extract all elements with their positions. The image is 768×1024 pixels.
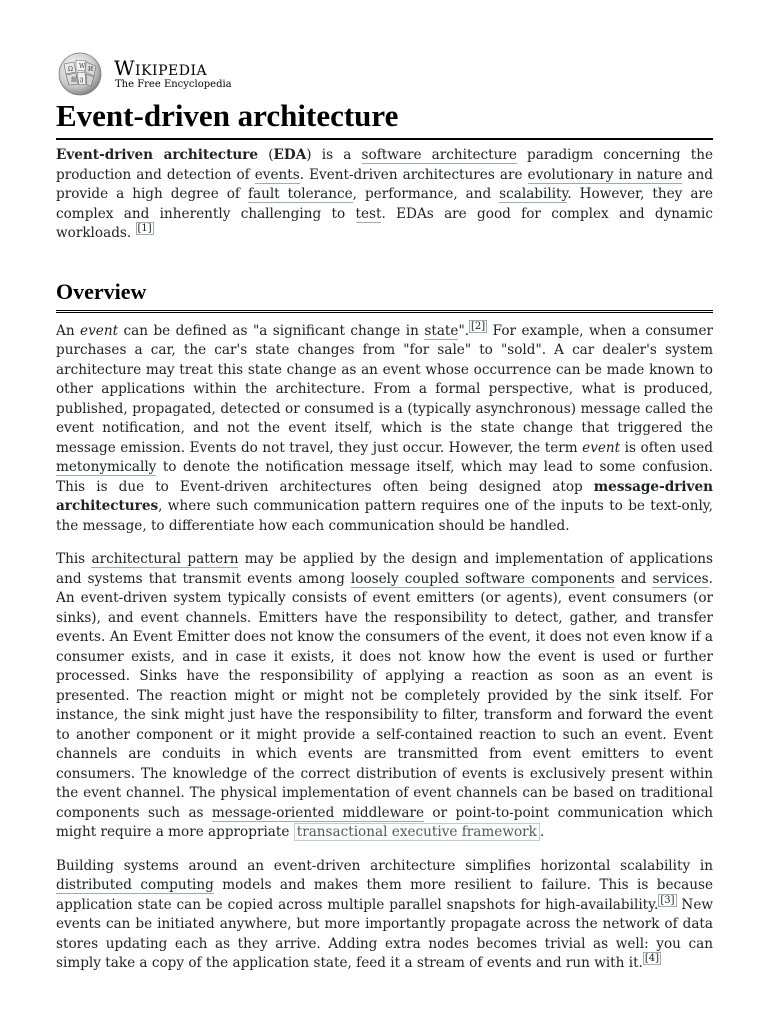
reference-3[interactable]: [3] [660, 894, 675, 906]
svg-text:И: И [88, 66, 94, 73]
overview-paragraph-2: This architectural pattern may be applied by the design and implementation of applications and systems that transmit events among loosely coupled software components and services. An event-driven system typically consists of event emitters (or agents), event consumers (or sinks), and event channels. Emitters have the responsibility to detect, gather, and transfer events. An Event Emitter does not know the consumers of the event, it does not even know if a consumer exists, and in case it exists, it does not know how the event is used or further processed. Sinks have the responsibility of applying a reaction as soon as an event is presented. The reaction might or might not be completely provided by the sink itself. For instance, the sink might just have the responsibility to filter, transform and forward the event to another component or it might provide a self-contained reaction to such an event. Event channels are conduits in which events are transmitted from event emitters to event consumers. The knowledge of the correct distribution of events is exclusively present within the event channel. The physical implementation of event channels can be based on traditional components such as message-oriented middleware or point-to-point communication which might require a more appropriate transactional executive framework . [56, 551, 714, 840]
overview-paragraph-1: An event can be defined as "a significant change in state". [2] For example, when a consumer purchases a car, the car's state changes from "for sale" to "sold". A car dealer's system architecture may treat this state change as an event whose occurrence can be made known to other applications within the architecture. From a formal perspective, what is produced, published, propagated, detected or consumed is a (typically asynchronous) message called the event notification, and not the event itself, which is the state change that triggered the message emission. Events do not travel, they just occur. However, the term event is often used metonymically to denote the notification message itself, which may lead to some confusion. This is due to Event-driven architectures often being designed atop message-driven architectures, where such communication pattern requires one of the inputs to be text-only, the message, to differentiate how each communication should be handled. [56, 320, 713, 534]
site-header [56, 52, 713, 98]
wikipedia-globe-logo-icon[interactable] [56, 52, 104, 96]
link-software-architecture[interactable]: software architecture [361, 147, 517, 163]
link-evolutionary-in-nature[interactable]: evolutionary in nature [527, 166, 683, 183]
page-title: Event-driven architecture [56, 98, 713, 140]
link-services[interactable]: services [652, 570, 709, 587]
wikipedia-tagline: The Free Encyclopedia [115, 79, 232, 90]
lead-abbr: EDA [273, 147, 307, 163]
link-distributed-computing[interactable]: distributed computing [56, 877, 214, 893]
svg-text:W: W [79, 63, 86, 70]
wikipedia-wordmark[interactable]: Wikipedia [114, 56, 208, 80]
section-heading-overview: Overview [56, 278, 713, 313]
reference-1[interactable]: [1] [137, 223, 152, 235]
svg-text:ვ: ვ [80, 76, 84, 83]
svg-text:Ω: Ω [68, 66, 73, 73]
link-metonymically[interactable]: metonymically [56, 459, 157, 475]
article-page [56, 52, 713, 974]
reference-4[interactable]: [4] [644, 953, 660, 965]
overview-paragraph-3: Building systems around an event-driven architecture simplifies horizontal scalability in distributed computing models and makes them more resilient to failure. This is because application state can be copied across multiple parallel snapshots for high-availability. [3] New events can be initiated anywhere, but more importantly propagate across the network of data stores updating each as they arrive. Adding extra nodes becomes trivial as well: you can simply take a copy of the application state, feed it a stream of events and run with it. [4] [56, 857, 714, 971]
svg-text:維: 維 [71, 77, 78, 84]
link-scalability[interactable]: scalability [499, 186, 568, 202]
link-state[interactable]: state [424, 322, 459, 339]
reference-2[interactable]: [2] [471, 320, 486, 332]
link-test[interactable]: test [355, 205, 382, 222]
link-message-oriented-middleware[interactable]: message-oriented middleware [211, 804, 424, 821]
lead-term: Event-driven architecture [56, 147, 259, 163]
link-architectural-pattern[interactable]: architectural pattern [91, 551, 239, 567]
link-fault-tolerance[interactable]: fault tolerance [247, 186, 353, 202]
link-events[interactable]: events [254, 166, 300, 183]
link-transactional-executive-framework[interactable]: transactional executive framework [294, 823, 540, 841]
link-loosely-coupled-software-components[interactable]: loosely coupled software components [350, 570, 615, 587]
lead-paragraph: Event-driven architecture (EDA) is a software architecture paradigm concerning the production and detection of events. Event-driven architectures are evolutionary in nature and provide a high degree of fault tolerance, performance, and scalability. However, they are complex and inherently challenging to test. EDAs are good for complex and dynamic workloads. [1] [56, 147, 714, 241]
